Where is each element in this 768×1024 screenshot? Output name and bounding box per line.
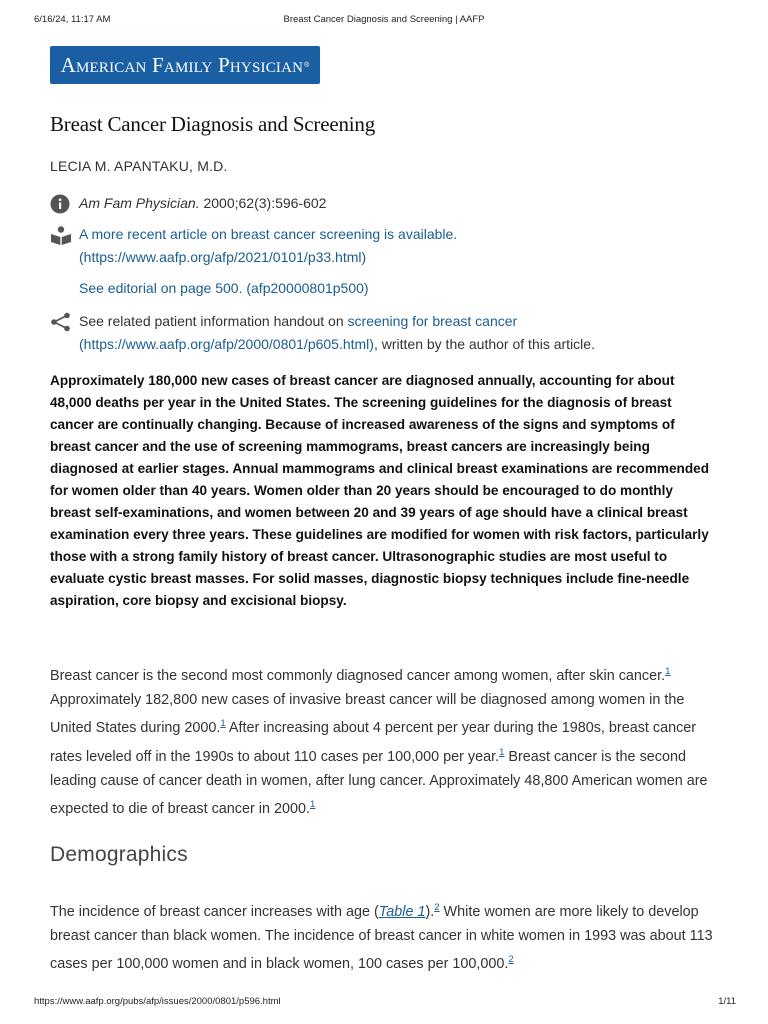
reference-link[interactable]: 1 — [310, 799, 316, 811]
logo-text: American Family Physician — [60, 52, 304, 77]
info-icon — [50, 194, 72, 214]
related-prefix: See related patient information handout on — [79, 313, 348, 329]
article-abstract: Approximately 180,000 new cases of breast cancer are diagnosed annually, accounting for about 48,000 deaths per year in the United States. The screening guidelines for the diagnosis of breast cancer are continually changing. Because of increased awareness of the signs and symptoms of breast cancer and the use of screening mammograms, breast cancers are increasingly being diagnosed at earlier stages. Annual mammograms and clinical breast examinations are recommended for women older than 40 years. Women older than 20 years should be encouraged to do monthly breast self-examinations, and women between 20 and 39 years of age should have a clinical breast examination every three years. These guidelines are modified for women with risk factors, particularly those with a strong family history of breast cancer. Ultrasonographic studies are most useful to evaluate cystic breast masses. For solid masses, diagnostic biopsy techniques include fine-needle aspiration, core biopsy and excisional biopsy. — [50, 373, 710, 608]
section-heading-demographics: Demographics — [50, 843, 188, 866]
related-suffix: , written by the author of this article. — [373, 336, 595, 352]
demographics-text-3: White women are more likely to develop breast cancer than black women. The incidence of breast cancer in white women in 1993 was about 113 cases per 100,000 women and in black women, 100 cases per 100,000. — [50, 903, 713, 973]
demographics-text-1: The incidence of breast cancer increases with age ( — [50, 903, 379, 920]
recent-article-url[interactable]: (https://www.aafp.org/afp/2021/0101/p33.html) — [79, 249, 367, 265]
demographics-text-2: ). — [425, 903, 435, 920]
intro-paragraph — [50, 660, 720, 822]
citation-details: 2000;62(3):596-602 — [199, 195, 327, 211]
related-handout-link[interactable]: screening for breast cancer — [347, 313, 518, 329]
print-url: https://www.aafp.org/pubs/afp/issues/2000/0801/p596.html — [34, 996, 281, 1007]
reference-link[interactable]: 1 — [499, 746, 505, 758]
table-1-link[interactable]: Table 1 — [378, 903, 426, 920]
intro-text-1: Breast cancer is the second most commonly diagnosed cancer among women, after skin cancer. — [50, 667, 666, 684]
afp-logo[interactable] — [50, 46, 320, 84]
reader-book-icon — [50, 225, 72, 245]
logo-registered-mark: ® — [304, 61, 310, 69]
reference-link[interactable]: 1 — [220, 718, 226, 730]
related-handout-url[interactable]: (https://www.aafp.org/afp/2000/0801/p605.html) — [79, 336, 374, 352]
article-title: Breast Cancer Diagnosis and Screening — [50, 112, 376, 136]
reference-link[interactable]: 1 — [665, 666, 671, 677]
editorial-link[interactable]: See editorial on page 500. (afp20000801p500) — [79, 280, 369, 296]
recent-article-link[interactable]: A more recent article on breast cancer screening is available. — [79, 226, 458, 242]
share-icon — [50, 312, 72, 332]
article-author: LECIA M. APANTAKU, M.D. — [50, 158, 228, 174]
reference-link[interactable]: 2 — [508, 954, 514, 966]
intro-text-2: Approximately 182,800 new cases of invasive breast cancer will be diagnosed among women in the United States during 2000. — [50, 691, 685, 737]
intro-text-3: After increasing about 4 percent per year during the 1980s, breast cancer rates leveled off in the 1990s to about 110 cases per 100,000 per year. — [50, 720, 697, 765]
print-page-number: 1/11 — [718, 996, 736, 1007]
intro-text-4: Breast cancer is the second leading cause of cancer death in women, after lung cancer. Approximately 48,800 American women are expected to die of breast cancer in 2000. — [50, 748, 708, 818]
reference-link[interactable]: 2 — [434, 902, 440, 913]
print-page-title: Breast Cancer Diagnosis and Screening | AAFP — [283, 14, 485, 25]
demographics-paragraph — [50, 896, 720, 977]
citation-journal: Am Fam Physician. — [79, 195, 200, 211]
print-datetime: 6/16/24, 11:17 AM — [34, 14, 111, 25]
